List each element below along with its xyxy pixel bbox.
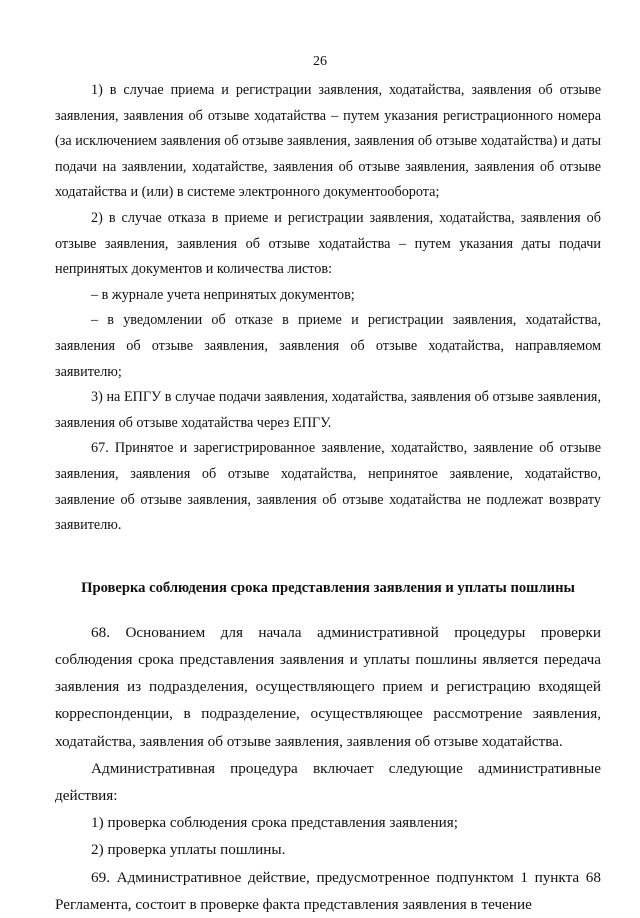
document-body bbox=[55, 78, 601, 918]
paragraph-action-1: 1) проверка соблюдения срока представления заявления; bbox=[91, 814, 458, 832]
paragraph-dash-journal: – в журнале учета непринятых документов; bbox=[91, 286, 355, 303]
paragraph-action-2: 2) проверка уплаты пошлины. bbox=[91, 841, 286, 859]
paragraph-69: 69. Административное действие, предусмотренное подпунктом 1 пункта 68 Регламента, состоит в проверке факта представления заявления в течение bbox=[55, 868, 601, 913]
section-heading: Проверка соблюдения срока представления заявления и уплаты пошлины bbox=[81, 579, 575, 596]
paragraph-68: 68. Основанием для начала административной процедуры проверки соблюдения срока представления заявления и уплаты пошлины является передача заявления из подразделения, осуществляющего прием и регистрацию входящей корреспонденции, в подразделение, осуществляющее рассмотрение заявления, ходатайства, заявления об отзыве заявления, заявления об отзыве ходатайства. bbox=[55, 623, 601, 750]
paragraph-item-1: 1) в случае приема и регистрации заявления, ходатайства, заявления об отзыве заявления, заявления об отзыве ходатайства – путем указания регистрационного номера (за исключением заявления об отзыве заявления, заявления об отзыве ходатайства) и даты подачи на заявлении, ходатайстве, заявления об отзыве заявления, заявления об отзыве ходатайства и (или) в системе электронного документооборота; bbox=[55, 82, 601, 201]
page-number: 26 bbox=[313, 54, 327, 69]
paragraph-dash-notice: – в уведомлении об отказе в приеме и регистрации заявления, ходатайства, заявления об отзыве заявления, заявления об отзыве ходатайства, направляемом заявителю; bbox=[55, 312, 601, 380]
paragraph-procedure-includes: Административная процедура включает следующие административные действия: bbox=[55, 759, 601, 804]
paragraph-item-2: 2) в случае отказа в приеме и регистрации заявления, ходатайства, заявления об отзыве заявления, заявления об отзыве ходатайства – путем указания даты подачи непринятых документов и количества листов: bbox=[55, 209, 601, 278]
paragraph-item-3: 3) на ЕПГУ в случае подачи заявления, ходатайства, заявления об отзыве заявления, заявления об отзыве ходатайства через ЕПГУ. bbox=[55, 389, 601, 431]
paragraph-67: 67. Принятое и зарегистрированное заявление, ходатайство, заявление об отзыве заявления, заявления об отзыве ходатайства, непринятое заявление, ходатайство, заявление об отзыве заявления, заявления об отзыве ходатайства не подлежат возврату заявителю. bbox=[55, 440, 601, 534]
